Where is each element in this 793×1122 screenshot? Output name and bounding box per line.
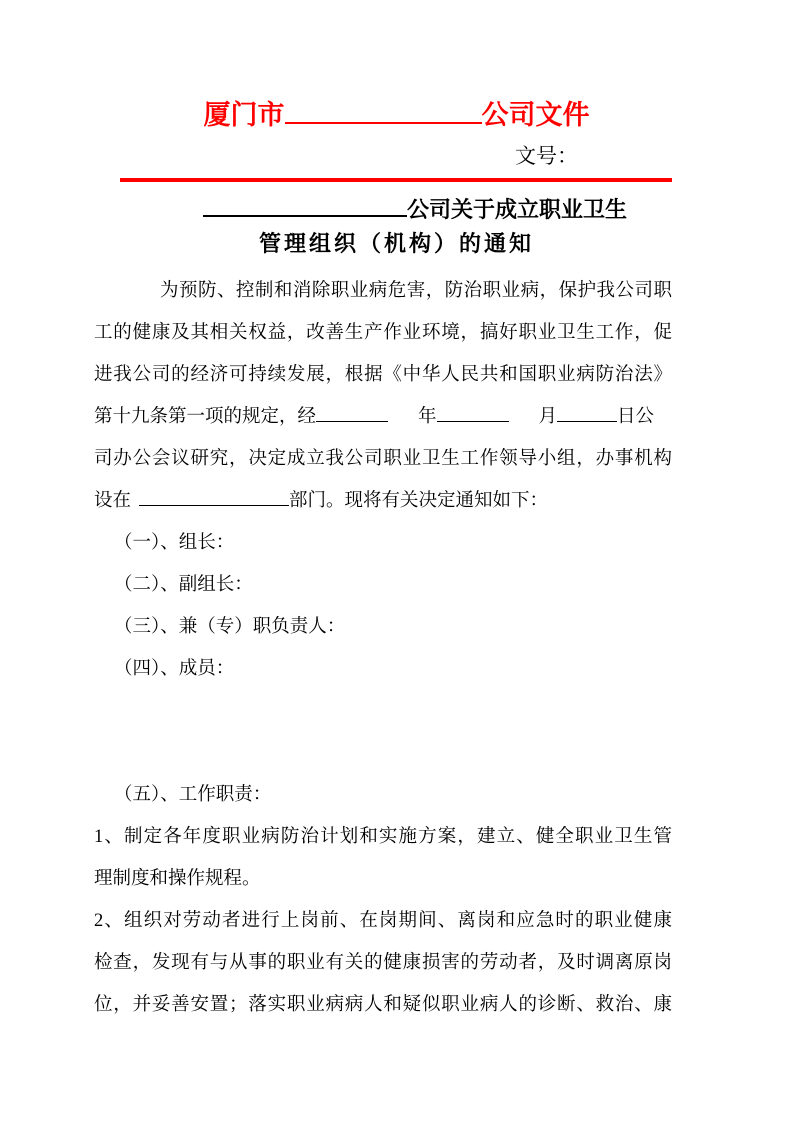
document-body	[94, 270, 672, 1026]
body-text-line-with-blanks	[94, 480, 672, 522]
doc-title-line1	[203, 193, 627, 225]
body-text-segment: 部门。现将有关决定通知如下：	[289, 491, 549, 511]
doc-number-label: 文号：	[515, 144, 578, 168]
body-text-line-with-blanks	[94, 396, 672, 438]
body-text-line: 为预防、控制和消除职业病危害，防治职业病，保护我公司职	[160, 281, 672, 301]
body-text-line: 进我公司的经济可持续发展，根据《中华人民共和国职业病防治法》	[94, 365, 672, 385]
body-text-line: 工的健康及其相关权益，改善生产作业环境，搞好职业卫生工作，促	[94, 323, 672, 343]
body-text-segment: 设在	[94, 491, 132, 511]
title-fill-in-blank	[203, 193, 407, 217]
red-divider-rule	[120, 178, 672, 182]
fill-in-blank	[557, 403, 617, 423]
letterhead-suffix: 公司文件	[481, 100, 590, 130]
list-item-members: （四）、成员：	[114, 659, 235, 679]
fill-in-blank	[139, 487, 289, 507]
duty-text-line: 理制度和操作规程。	[94, 869, 261, 889]
body-text-segment: 月	[538, 407, 558, 427]
fill-in-blank	[437, 403, 509, 423]
letterhead-city: 厦门市	[203, 100, 285, 130]
body-text-segment: 年	[418, 407, 437, 427]
list-item-leader: （一）、组长：	[114, 533, 235, 553]
list-item-deputy-leader: （二）、副组长：	[114, 575, 253, 595]
empty-line	[94, 690, 672, 732]
doc-title-line2: 管理组织（机构）的通知	[258, 231, 534, 256]
list-item-duties: （五）、工作职责：	[114, 785, 272, 805]
fill-in-blank	[316, 403, 388, 423]
doc-title-line1-text: 公司关于成立职业卫生	[407, 197, 628, 222]
duty-text-line: 2、组织对劳动者进行上岗前、在岗期间、离岗和应急时的职业健康	[94, 911, 672, 931]
body-text-line: 司办公会议研究，决定成立我公司职业卫生工作领导小组，办事机构	[94, 449, 672, 469]
body-text-segment: 第十九条第一项的规定，经	[94, 407, 317, 427]
duty-text-line: 1、制定各年度职业病防治计划和实施方案，建立、健全职业卫生管	[94, 827, 672, 847]
duty-text-line: 检查，发现有与从事的职业有关的健康损害的劳动者，及时调离原岗	[94, 953, 672, 973]
letterhead	[0, 95, 793, 133]
body-text-segment: 日公	[617, 407, 655, 427]
empty-line	[94, 732, 672, 774]
letterhead-fill-in-blank	[285, 95, 482, 124]
duty-text-line: 位，并妥善安置；落实职业病病人和疑似职业病人的诊断、救治、康	[94, 995, 672, 1015]
list-item-responsible-person: （三）、兼（专）职负责人：	[114, 617, 346, 637]
